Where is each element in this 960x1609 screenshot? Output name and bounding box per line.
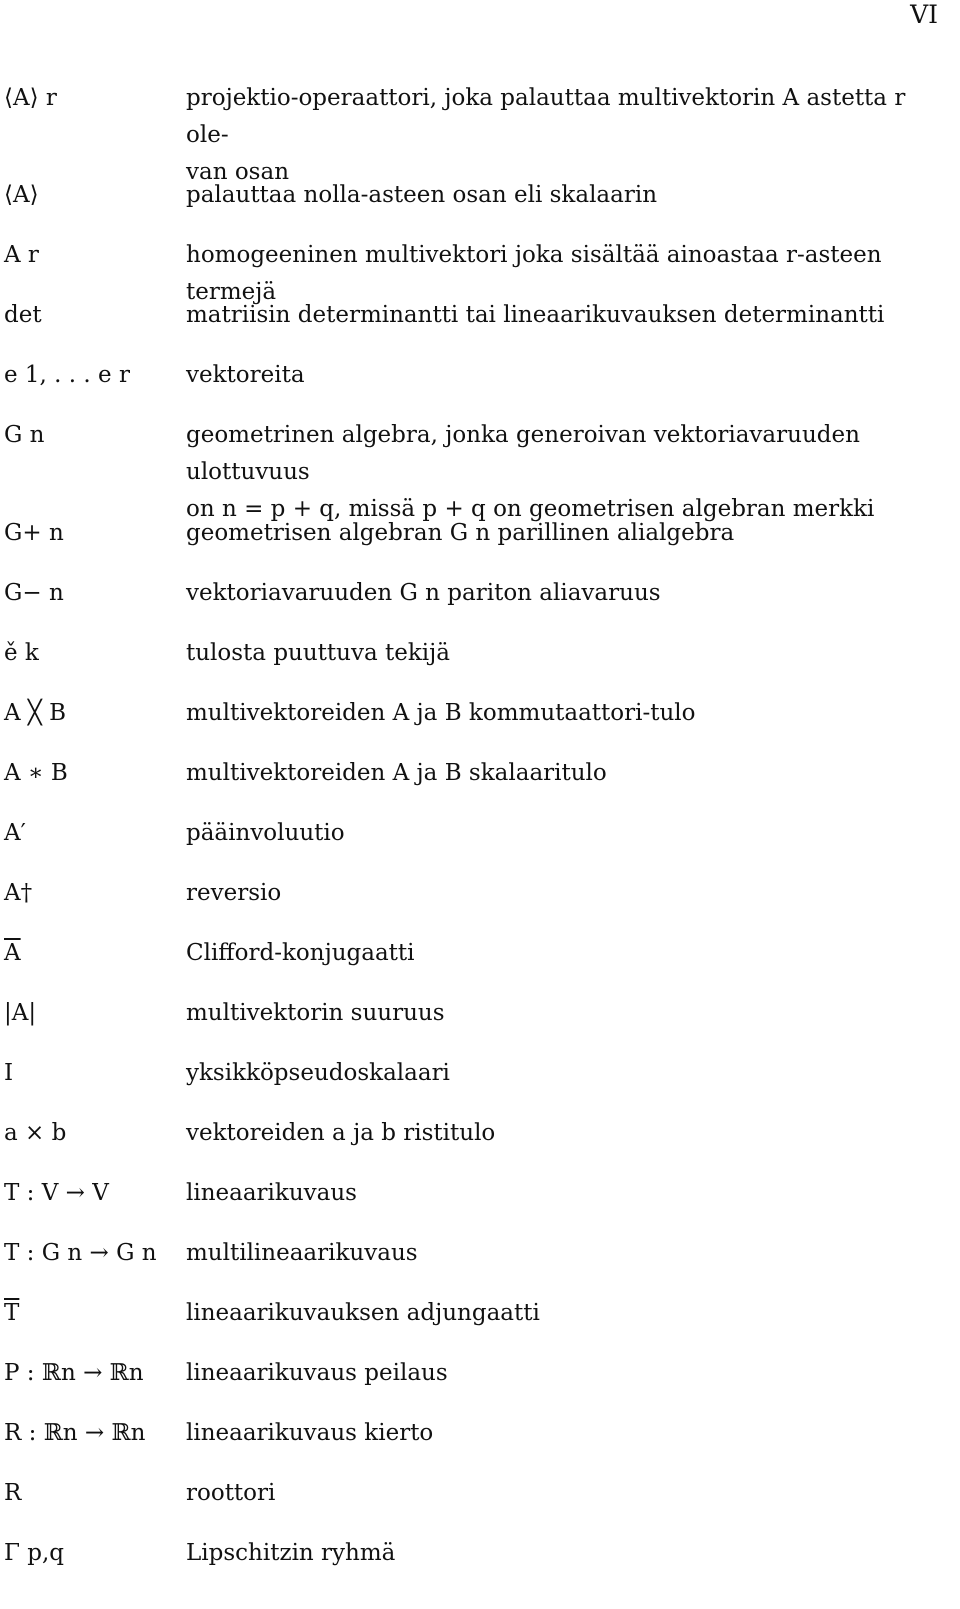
notation-description: roottori xyxy=(186,1480,276,1506)
notation-symbol: T : G n → G n xyxy=(4,1240,157,1266)
notation-symbol: T : V → V xyxy=(4,1180,109,1206)
notation-description: multivektoreiden A ja B skalaaritulo xyxy=(186,760,607,786)
notation-description: homogeeninen multivektori joka sisältää ainoastaa r-asteen termejä xyxy=(186,242,882,305)
notation-description: vektoreita xyxy=(186,362,305,388)
notation-description: multivektorin suuruus xyxy=(186,1000,445,1026)
notation-description: vektoriavaruuden G n pariton aliavaruus xyxy=(186,580,661,606)
notation-description: vektoreiden a ja b ristitulo xyxy=(186,1120,496,1146)
notation-symbol: a × b xyxy=(4,1120,67,1146)
notation-symbol: R xyxy=(4,1480,22,1506)
notation-description: multivektoreiden A ja B kommutaattori-tulo xyxy=(186,700,696,726)
notation-symbol: $\overline{A}$ xyxy=(4,940,21,966)
notation-description: projektio-operaattori, joka palauttaa multivektorin A astetta r ole- van osan xyxy=(186,85,906,185)
notation-description: Lipschitzin ryhmä xyxy=(186,1540,396,1566)
notation-symbol: A† xyxy=(4,880,33,906)
notation-symbol: A r xyxy=(4,242,39,268)
notation-symbol: G− n xyxy=(4,580,64,606)
notation-symbol: det xyxy=(4,302,42,328)
notation-description: geometrisen algebran G n parillinen alialgebra xyxy=(186,520,735,546)
notation-symbol: Γ p,q xyxy=(4,1540,65,1566)
notation-description: lineaarikuvaus kierto xyxy=(186,1420,434,1446)
notation-symbol: ě k xyxy=(4,640,39,666)
notation-symbol: e 1, . . . e r xyxy=(4,362,130,388)
notation-description: yksikköpseudoskalaari xyxy=(186,1060,450,1086)
notation-description: geometrinen algebra, jonka generoivan vektoriavaruuden ulottuvuus on n = p + q, missä p + q on geometrisen algebran merkki xyxy=(186,422,875,522)
notation-description: lineaarikuvaus xyxy=(186,1180,357,1206)
notation-description: reversio xyxy=(186,880,282,906)
notation-symbol: G+ n xyxy=(4,520,64,546)
notation-description: palauttaa nolla-asteen osan eli skalaarin xyxy=(186,182,658,208)
notation-symbol: ⟨A⟩ r xyxy=(4,85,57,111)
notation-description: pääinvoluutio xyxy=(186,820,345,846)
notation-symbol: P : ℝn → ℝn xyxy=(4,1360,144,1386)
notation-symbol: G n xyxy=(4,422,45,448)
notation-description: lineaarikuvauksen adjungaatti xyxy=(186,1300,540,1326)
notation-symbol: |A| xyxy=(4,1000,37,1026)
notation-symbol: A ╳ B xyxy=(4,700,66,726)
notation-symbol: ⟨A⟩ xyxy=(4,182,39,208)
notation-description: lineaarikuvaus peilaus xyxy=(186,1360,448,1386)
notation-symbol: I xyxy=(4,1060,14,1086)
notation-symbol: A′ xyxy=(4,820,26,846)
notation-symbol: A ∗ B xyxy=(4,760,68,786)
notation-symbol: R : ℝn → ℝn xyxy=(4,1420,146,1446)
notation-description: Clifford-konjugaatti xyxy=(186,940,415,966)
notation-description: matriisin determinantti tai lineaarikuvauksen determinantti xyxy=(186,302,885,328)
notation-description: multilineaarikuvaus xyxy=(186,1240,418,1266)
page-number: VI xyxy=(910,0,938,29)
notation-description: tulosta puuttuva tekijä xyxy=(186,640,450,666)
notation-symbol: $\overline{T}$ xyxy=(4,1300,20,1326)
